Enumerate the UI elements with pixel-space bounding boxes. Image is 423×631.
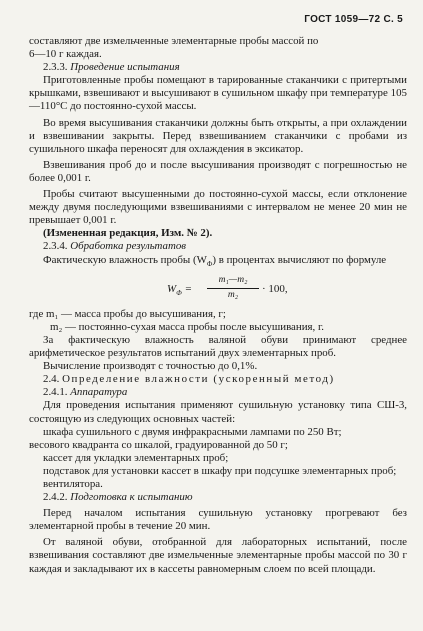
formula-lhs: [167, 283, 192, 300]
paragraph: Взвешивания проб до и после высушивания производят с погрешностью не более 0,001 г.: [29, 158, 407, 184]
paragraph: Вычисление производят с точностью до 0,1%.: [43, 360, 258, 373]
text-line: составляют две измельченные элементарные пробы массой по: [29, 35, 319, 47]
section-title: Обработка результатов: [70, 240, 187, 253]
moisture-formula: [29, 274, 407, 304]
section-number: 2.4.: [43, 373, 63, 386]
subscript: Ф: [206, 259, 213, 268]
text-line: 6—10 г каждая.: [29, 48, 102, 61]
formula-fraction: [207, 274, 259, 302]
amendment-note: (Измененная редакция, Изм. № 2).: [43, 227, 213, 240]
paragraph: Приготовленные пробы помещают в тарированные стаканчики с притертыми крышками, взвешивают и высушивают в сушильном шкафу при температуре 105—110°С до постоянно-сухой массы.: [29, 74, 407, 113]
section-number: 2.4.2.: [43, 491, 68, 504]
page-header: ГОСТ 1059—72 С. 5: [304, 14, 403, 25]
paragraph: [29, 35, 407, 61]
formula-denominator: m₂: [227, 289, 239, 300]
list-item: вентилятора.: [43, 477, 103, 490]
section-heading-2-4: [29, 373, 407, 386]
paragraph: За фактическую влажность валяной обуви принимают среднее арифметическое результатов испытаний двух элементарных проб.: [29, 333, 407, 360]
paragraph: Для проведения испытания применяют сушильную установку типа СШ-3, состоящую из следующих основных частей:: [29, 399, 407, 425]
formula-numerator: m₁—m₂: [207, 274, 259, 289]
section-number: 2.3.3.: [43, 61, 68, 74]
text-run: ) в процентах вычисляют по формуле: [212, 253, 387, 266]
section-title: Определение влажности: [62, 373, 210, 386]
paragraph: Пробы считают высушенными до постоянно-сухой массы, если отклонение между двумя последующими взвешиваниями с интервалом не менее 20 мин не превышает 0,001 г.: [29, 188, 407, 227]
section-title: Аппаратура: [70, 386, 128, 399]
text-run: Фактическую влажность пробы (W: [43, 253, 207, 266]
list-item: шкафа сушильного с двумя инфракрасными лампами по 250 Вт;: [43, 425, 342, 438]
where-clause: m₂ — постоянно-сухая масса пробы после высушивания, г.: [50, 320, 324, 333]
paragraph: [29, 254, 407, 271]
list-item: кассет для укладки элементарных проб;: [43, 451, 229, 464]
formula-subscript: Ф: [176, 288, 182, 297]
section-title: Подготовка к испытанию: [70, 491, 193, 504]
formula-variable: W: [167, 282, 177, 295]
list-item: весового квадранта со шкалой, градуированной до 50 г;: [29, 438, 288, 451]
section-heading-2-4-2: [29, 491, 407, 504]
paragraph: Во время высушивания стаканчики должны быть открыты, а при охлаждении и взвешивании закрыты. Перед взвешиванием стаканчики с пробами из сушильного шкафа переносят для охлаждения в эксикатор.: [29, 116, 407, 155]
list-item: подставок для установки кассет в шкафу при подсушке элементарных проб;: [43, 464, 397, 477]
formula-equals: =: [181, 282, 192, 295]
body-text: [29, 35, 407, 576]
section-heading-2-3-3: [29, 61, 407, 74]
paragraph: От валяной обуви, отобранной для лабораторных испытаний, после взвешивания составляют две измельченные элементарные пробы массой по 30 г каждая и закладывают их в кассеты равномерным слоем по всей площади.: [29, 536, 407, 575]
section-number: 2.3.4.: [43, 240, 68, 253]
section-title-suffix: (ускоренный метод): [209, 373, 335, 386]
section-heading-2-4-1: [29, 386, 407, 399]
formula-rhs: · 100,: [262, 282, 288, 295]
section-heading-2-3-4: [29, 240, 407, 253]
paragraph: Перед началом испытания сушильную установку прогревают без элементарной пробы в течение 20 мин.: [29, 507, 407, 533]
section-title: Проведение испытания: [70, 61, 180, 74]
where-clause: где m₁ — масса пробы до высушивания, г;: [29, 307, 226, 320]
section-number: 2.4.1.: [43, 386, 68, 399]
